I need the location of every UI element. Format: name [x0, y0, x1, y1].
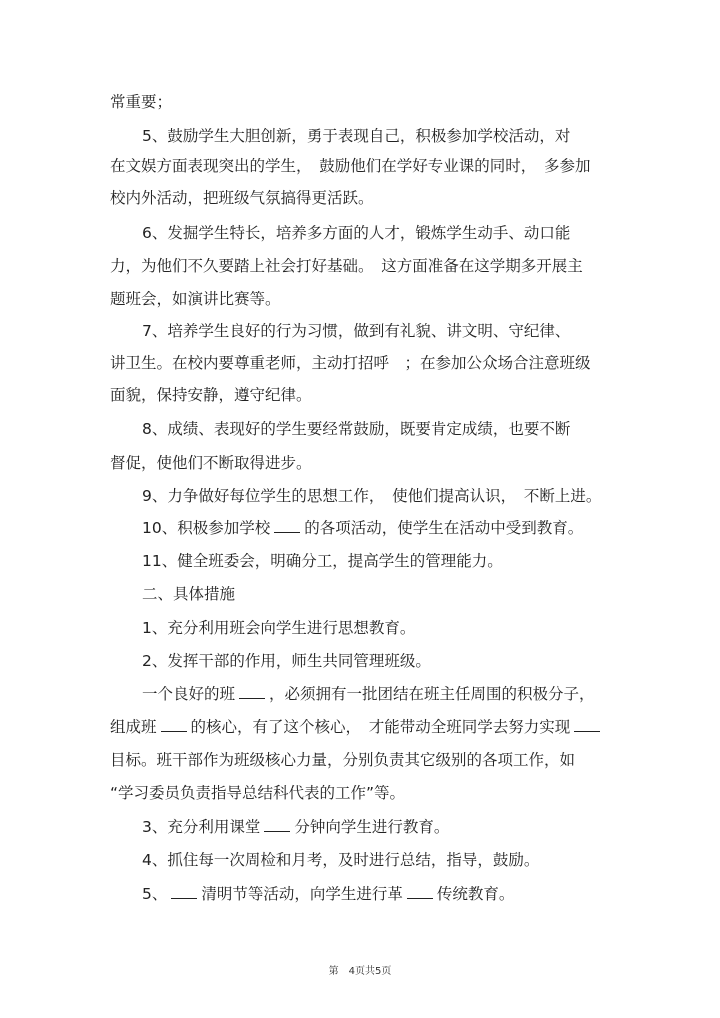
text-line: 讲卫生。在校内要尊重老师，主动打招呼 ；在参加公众场合注意班级 — [110, 354, 591, 372]
text-line: 7、培养学生良好的行为习惯，做到有礼貌、讲文明、守纪律、 — [142, 322, 571, 340]
text-line: 11、健全班委会，明确分工，提高学生的管理能力。 — [142, 552, 503, 570]
fill-blank — [171, 883, 197, 899]
text-line: 4、抓住每一次周检和月考，及时进行总结，指导，鼓励。 — [142, 851, 540, 869]
text-line: 6、发掘学生特长，培养多方面的人才，锻炼学生动手、动口能 — [142, 224, 571, 242]
text-line: 面貌，保持安静，遵守纪律。 — [110, 386, 312, 404]
text-line: 在文娱方面表现突出的学生， 鼓励他们在学好专业课的同时， 多参加 — [110, 157, 591, 175]
text-line: 组成班 的核心，有了这个核心， 才能带动全班同学去努力实现 — [0, 716, 720, 738]
text-line: “学习委员负责指导总结科代表的工作”等。 — [110, 784, 406, 802]
text-line: 校内外活动，把班级气氛搞得更活跃。 — [110, 189, 374, 207]
text-line: 8、成绩、表现好的学生要经常鼓励，既要肯定成绩，也要不断 — [142, 420, 571, 438]
fill-blank — [161, 716, 187, 732]
fill-blank — [239, 683, 265, 699]
text-line: 10、积极参加学校 的各项活动，使学生在活动中受到教育。 — [142, 519, 584, 537]
fill-blank — [264, 816, 290, 832]
text-line: 5、鼓励学生大胆创新，勇于表现自己，积极参加学校活动，对 — [142, 127, 571, 145]
text-line: 一个良好的班 ，必须拥有一批团结在班主任周围的积极分子， — [142, 685, 595, 703]
text-line: 1、充分利用班会向学生进行思想教育。 — [142, 619, 416, 637]
text-line: 5、 清明节等活动，向学生进行革 传统教育。 — [142, 885, 515, 903]
fill-blank — [274, 517, 300, 533]
text-line: 力，为他们不久要踏上社会打好基础。 这方面准备在这学期多开展主 — [110, 257, 583, 275]
fill-blank — [574, 716, 600, 732]
text-line: 常重要； — [110, 93, 173, 111]
page-footer: 第 4页共5页 — [328, 966, 392, 977]
text-line: 目标。班干部作为班级核心力量，分别负责其它级别的各项工作，如 — [110, 751, 576, 769]
text-line: 题班会，如演讲比赛等。 — [110, 290, 281, 308]
text-line: 2、发挥干部的作用，师生共同管理班级。 — [142, 652, 431, 670]
text-line: 9、力争做好每位学生的思想工作， 使他们提高认识， 不断上进。 — [142, 487, 602, 505]
fill-blank — [407, 883, 433, 899]
section-heading: 二、具体措施 — [142, 585, 236, 603]
text-line: 督促，使他们不断取得进步。 — [110, 454, 312, 472]
text-line: 3、充分利用课堂 分钟向学生进行教育。 — [142, 818, 450, 836]
